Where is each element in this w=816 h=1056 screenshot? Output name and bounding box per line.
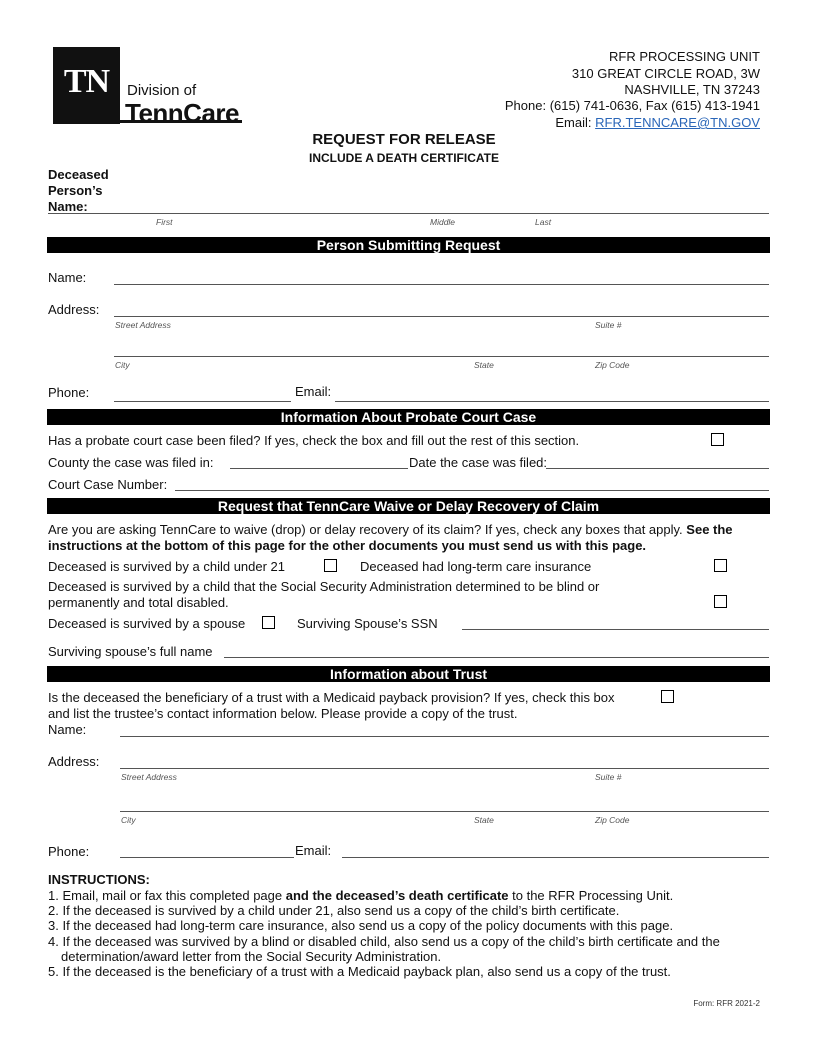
deceased-label-2: Person’s bbox=[48, 183, 103, 198]
section-trust: Information about Trust bbox=[47, 666, 770, 682]
header-email-label: Email: bbox=[555, 115, 592, 130]
trust-question-1: Is the deceased the beneficiary of a trust with a Medicaid payback provision? If yes, check this box bbox=[48, 690, 615, 705]
waive-intro bbox=[48, 522, 733, 537]
section-submitter: Person Submitting Request bbox=[47, 237, 770, 253]
deceased-first-caption: First bbox=[156, 217, 173, 227]
trust-email-label: Email: bbox=[295, 843, 332, 858]
instruction-1 bbox=[48, 888, 673, 903]
logo-division: Division of bbox=[127, 82, 197, 99]
submitter-phone-label: Phone: bbox=[48, 385, 90, 400]
header-phone: Phone: (615) 741-0636, Fax (615) 413-1941 bbox=[504, 98, 760, 113]
trust-city-caption: City bbox=[121, 815, 136, 825]
waive-spouse-ssn-field[interactable] bbox=[462, 629, 769, 630]
submitter-city-caption: City bbox=[115, 360, 130, 370]
submitter-street-field[interactable] bbox=[114, 316, 769, 317]
trust-phone-field[interactable] bbox=[120, 857, 294, 858]
waive-disabled-label-2: permanently and total disabled. bbox=[48, 595, 229, 610]
waive-child-under-21-label: Deceased is survived by a child under 21 bbox=[48, 559, 286, 574]
form-subtitle: INCLUDE A DEATH CERTIFICATE bbox=[309, 151, 499, 165]
deceased-label-3: Name: bbox=[48, 199, 88, 214]
section-probate: Information About Probate Court Case bbox=[47, 409, 770, 425]
logo-name: TennCare bbox=[125, 98, 239, 128]
instruction-3: 3. If the deceased had long-term care insurance, also send us a copy of the policy documents with this page. bbox=[48, 918, 674, 933]
submitter-email-field[interactable] bbox=[335, 401, 769, 402]
instruction-4: 4. If the deceased was survived by a blind or disabled child, also send us a copy of the child’s birth certificate and the bbox=[48, 934, 720, 949]
waive-child-under-21-checkbox[interactable] bbox=[324, 559, 337, 572]
trust-name-field[interactable] bbox=[120, 736, 769, 737]
instruction-5: 5. If the deceased is the beneficiary of a trust with a Medicaid payback plan, also send us a copy of the trust. bbox=[48, 964, 671, 979]
tn-logo bbox=[53, 47, 120, 124]
section-waive: Request that TennCare Waive or Delay Recovery of Claim bbox=[47, 498, 770, 514]
probate-question: Has a probate court case been filed? If yes, check the box and fill out the rest of this section. bbox=[48, 433, 580, 448]
submitter-zip-caption: Zip Code bbox=[595, 360, 630, 370]
form-id: Form: RFR 2021-2 bbox=[693, 999, 760, 1008]
header-email-line bbox=[555, 114, 760, 131]
trust-email-field[interactable] bbox=[342, 857, 769, 858]
instructions-title: INSTRUCTIONS: bbox=[48, 872, 150, 887]
trust-phone-label: Phone: bbox=[48, 844, 90, 859]
header-email-link[interactable]: RFR.TENNCARE@TN.GOV bbox=[595, 115, 760, 130]
submitter-address-label: Address: bbox=[48, 302, 100, 317]
deceased-last-caption: Last bbox=[535, 217, 552, 227]
deceased-name-field[interactable] bbox=[48, 213, 769, 214]
waive-spouse-name-field[interactable] bbox=[224, 657, 769, 658]
submitter-email-label: Email: bbox=[295, 384, 332, 399]
submitter-city-field[interactable] bbox=[114, 356, 769, 357]
deceased-label-1: Deceased bbox=[48, 167, 109, 182]
probate-case-number-label: Court Case Number: bbox=[48, 477, 168, 492]
waive-intro-text: Are you are asking TennCare to waive (drop) or delay recovery of its claim? If yes, check any boxes that apply. bbox=[48, 522, 683, 537]
header-street: 310 GREAT CIRCLE ROAD, 3W bbox=[571, 66, 760, 81]
submitter-street-caption: Street Address bbox=[115, 320, 171, 330]
instruction-1-a: 1. Email, mail or fax this completed page bbox=[48, 888, 286, 903]
waive-spouse-ssn-label: Surviving Spouse’s SSN bbox=[297, 616, 438, 631]
waive-spouse-label: Deceased is survived by a spouse bbox=[48, 616, 246, 631]
header-city: NASHVILLE, TN 37243 bbox=[624, 82, 760, 97]
probate-checkbox[interactable] bbox=[711, 433, 724, 446]
submitter-name-field[interactable] bbox=[114, 284, 769, 285]
submitter-suite-caption: Suite # bbox=[595, 320, 622, 330]
trust-street-field[interactable] bbox=[120, 768, 769, 769]
trust-suite-caption: Suite # bbox=[595, 772, 622, 782]
probate-case-number-field[interactable] bbox=[175, 490, 769, 491]
waive-ltc-checkbox[interactable] bbox=[714, 559, 727, 572]
waive-intro-bold-2: instructions at the bottom of this page for the other documents you must send us with this page. bbox=[48, 538, 647, 553]
trust-name-label: Name: bbox=[48, 722, 87, 737]
trust-checkbox[interactable] bbox=[661, 690, 674, 703]
instruction-2: 2. If the deceased is survived by a child under 21, also send us a copy of the child’s birth certificate. bbox=[48, 903, 620, 918]
submitter-phone-field[interactable] bbox=[114, 401, 291, 402]
probate-date-label: Date the case was filed: bbox=[409, 455, 548, 470]
instruction-4-cont: determination/award letter from the Social Security Administration. bbox=[61, 949, 442, 964]
form-title: REQUEST FOR RELEASE bbox=[312, 131, 496, 148]
submitter-name-label: Name: bbox=[48, 270, 87, 285]
deceased-middle-caption: Middle bbox=[430, 217, 456, 227]
trust-state-caption: State bbox=[474, 815, 494, 825]
trust-zip-caption: Zip Code bbox=[595, 815, 630, 825]
header-unit: RFR PROCESSING UNIT bbox=[609, 49, 760, 64]
probate-county-field[interactable] bbox=[230, 468, 408, 469]
waive-spouse-checkbox[interactable] bbox=[262, 616, 275, 629]
waive-intro-bold: See the bbox=[686, 522, 733, 537]
trust-question-2: and list the trustee’s contact information below. Please provide a copy of the trust. bbox=[48, 706, 518, 721]
probate-county-label: County the case was filed in: bbox=[48, 455, 214, 470]
trust-city-field[interactable] bbox=[120, 811, 769, 812]
trust-street-caption: Street Address bbox=[121, 772, 177, 782]
waive-disabled-label-1: Deceased is survived by a child that the Social Security Administration determined to be blind or bbox=[48, 579, 600, 594]
waive-ltc-label: Deceased had long-term care insurance bbox=[360, 559, 592, 574]
waive-disabled-checkbox[interactable] bbox=[714, 595, 727, 608]
trust-address-label: Address: bbox=[48, 754, 100, 769]
waive-spouse-name-label: Surviving spouse’s full name bbox=[48, 644, 213, 659]
submitter-state-caption: State bbox=[474, 360, 494, 370]
probate-date-field[interactable] bbox=[546, 468, 769, 469]
instruction-1-b: and the deceased’s death certificate bbox=[285, 888, 509, 903]
instruction-1-c: to the RFR Processing Unit. bbox=[508, 888, 674, 903]
logo-abbr: TN bbox=[63, 63, 110, 100]
